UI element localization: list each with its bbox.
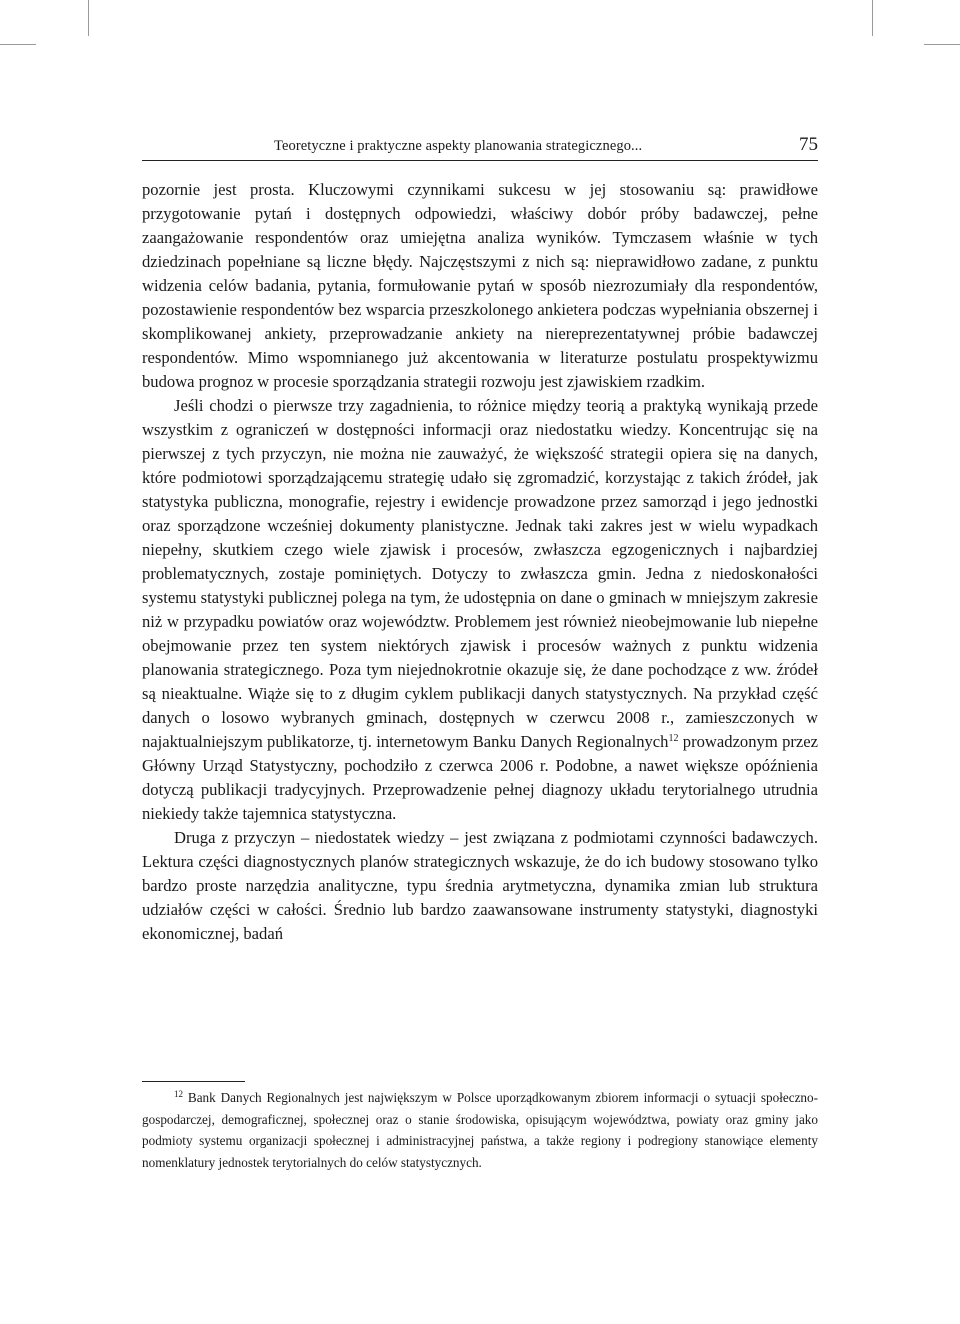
footnote-reference: 12 bbox=[668, 733, 679, 744]
page-number: 75 bbox=[799, 134, 818, 155]
footnote-12 bbox=[142, 1087, 818, 1173]
crop-mark-top-right bbox=[924, 44, 960, 45]
footnote bbox=[142, 1087, 818, 1173]
footnote-separator bbox=[142, 1081, 245, 1082]
running-header bbox=[142, 134, 818, 161]
running-title: Teoretyczne i praktyczne aspekty planowania strategicznego... bbox=[274, 138, 643, 154]
paragraph-2-text-a: Jeśli chodzi o pierwsze trzy zagadnienia, to różnice między teorią a praktyką wynikają przede wszystkim z ograniczeń w dostępności informacji oraz niedostatku wiedzy. Koncentrując się na pierwszej z tych przyczyn, nie można nie zauważyć, że większość strategii opiera się na danych, które podmiotowi sporządzającemu strategię udało się zgromadzić, korzystając z takich źródeł, jak statystyka publiczna, monografie, rejestry i ewidencje prowadzone przez samorząd i jego jednostki oraz sporządzone wcześniej dokumenty planistyczne. Jednak taki zakres jest w wielu wypadkach niepełny, skutkiem czego wiele zjawisk i procesów, zwłaszcza egzogenicznych i najbardziej problematycznych, zostaje pominiętych. Dotyczy to zwłaszcza gmin. Jedna z niedoskonałości systemu statystyki publicznej polega na tym, że udostępnia on dane o gminach w mniejszym zakresie niż w przypadku powiatów oraz województw. Problemem jest również nieobejmowanie lub niepełne obejmowanie przez ten system niektórych zjawisk i procesów ważnych z punktu widzenia planowania strategicznego. Poza tym niejednokrotnie okazuje się, że dane pochodzące z ww. źródeł są nieaktualne. Wiąże się to z długim cyklem publikacji danych statystycznych. Na przykład część danych o losowo wybranych gminach, dostępnych w czerwcu 2008 r., zamieszczonych w najaktualniejszym publikatorze, tj. internetowym Banku Danych Regionalnych bbox=[142, 396, 818, 751]
crop-mark-top-left bbox=[0, 44, 36, 45]
paragraph-2 bbox=[142, 394, 818, 826]
crop-mark-top-left-vertical bbox=[88, 0, 89, 36]
crop-mark-top-right-vertical bbox=[872, 0, 873, 36]
main-text bbox=[142, 178, 818, 946]
footnote-number: 12 bbox=[174, 1089, 183, 1099]
paragraph-1: pozornie jest prosta. Kluczowymi czynnikami sukcesu w jej stosowaniu są: prawidłowe przygotowanie pytań i dostępnych odpowiedzi, właściwy dobór próby badawczej, pełne zaangażowanie respondentów oraz umiejętna analiza wyników. Tymczasem właśnie w tych dziedzinach popełniane są liczne błędy. Najczęstszymi z nich są: nieprawidłowo zadane, z punktu widzenia celów badania, pytania, formułowanie pytań w sposób niezrozumiały dla respondentów, pozostawienie respondentów bez wsparcia przeszkolonego ankietera podczas wypełniania obszernej i skomplikowanej ankiety, przeprowadzanie ankiety na niereprezentatywnej próbie badawczej respondentów. Mimo wspomnianego już akcentowania w literaturze postulatu prospektywizmu budowa prognoz w procesie sporządzania strategii rozwoju jest zjawiskiem rzadkim. bbox=[142, 180, 818, 391]
paragraph-3: Druga z przyczyn – niedostatek wiedzy – jest związana z podmiotami czynności badawczych. Lektura części diagnostycznych planów strategicznych wskazuje, że do ich budowy stosowano tylko bardzo proste narzędzia analityczne, typu średnia arytmetyczna, dynamika zmian lub struktura udziałów części w całości. Średnio lub bardzo zaawansowane instrumenty statystyki, diagnostyki ekonomicznej, badań bbox=[142, 828, 818, 943]
paragraph-2-text-b: prowadzonym przez Główny Urząd Statystyczny, pochodziło z czerwca 2006 r. Podobne, a nawet większe opóźnienia dotyczą publikacji tradycyjnych. Przeprowadzenie pełnej diagnozy układu terytorialnego utrudnia niekiedy także tajemnica statystyczna. bbox=[142, 732, 818, 823]
footnote-text: Bank Danych Regionalnych jest największym w Polsce uporządkowanym zbiorem informacji o sytuacji społeczno-gospodarczej, demograficznej, społecznej oraz o stanie środowiska, opisującym województwa, powiaty oraz gminy jako podmioty systemu organizacji społecznej i administracyjnej państwa, a także regiony i podregiony stanowiące elementy nomenklatury jednostek terytorialnych do celów statystycznych. bbox=[142, 1090, 819, 1170]
